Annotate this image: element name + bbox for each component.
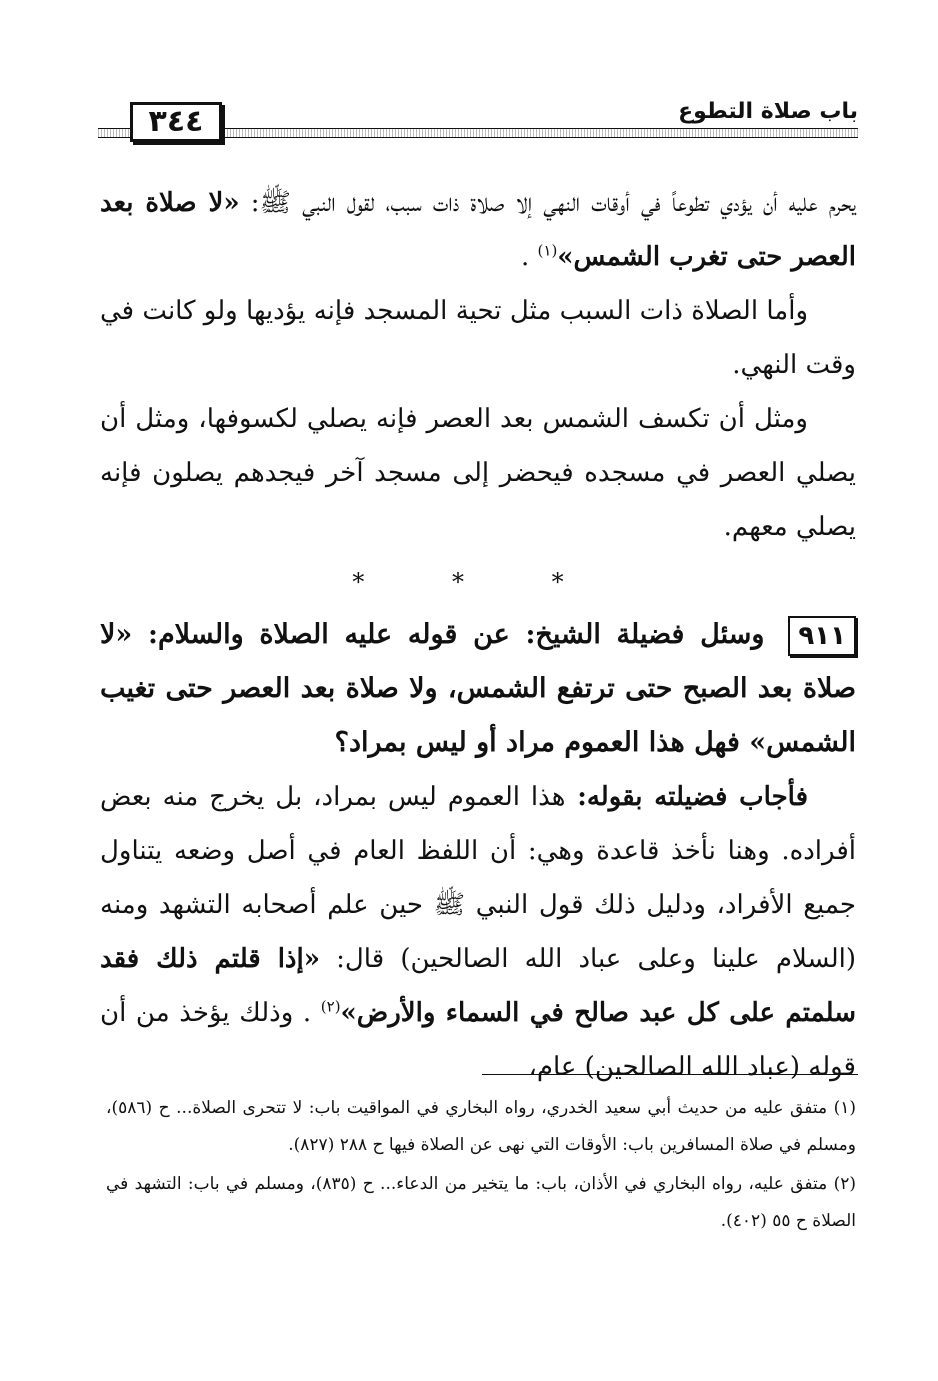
paragraph-1 — [100, 176, 856, 284]
answer-text-end: . وذلك يؤخذ من أن قوله (عباد الله الصالحين) عام، — [100, 998, 856, 1082]
footnotes — [106, 1090, 856, 1242]
answer-text: هذا العموم ليس بمراد، بل يخرج منه بعض أفراده. وهنا نأخذ قاعدة وهي: أن اللفظ العام في أصل وضعه يتناول جميع الأفراد، ودليل ذلك قول النبي ﷺ حين علم أصحابه التشهد ومنه (السلام علينا وعلى عباد الله الصالحين) قال: — [100, 782, 856, 974]
footnote-1: (١) متفق عليه من حديث أبي سعيد الخدري، رواه البخاري في المواقيت باب: لا تتحرى الصلاة... ح (٥٨٦)، ومسلم في صلاة المسافرين باب: الأوقات التي نهى عن الصلاة فيها ح ٢٨٨ (٨٢٧). — [106, 1098, 856, 1155]
footnote-separator — [482, 1074, 858, 1075]
hadith-quote-2: «إذا قلتم ذلك فقد سلمتم على كل عبد صالح في السماء والأرض» — [100, 944, 856, 1028]
answer-lead: فأجاب فضيلته بقوله: — [565, 782, 808, 812]
paragraph-1-text: يحرم عليه أن يؤدي تطوعاً في أوقات النهي إلا صلاة ذات سبب، لقول النبي ﷺ: — [239, 188, 856, 218]
paragraph-1-end: . — [520, 242, 538, 272]
question-number-badge: ٩١١ — [788, 616, 856, 656]
footnote-2: (٢) متفق عليه، رواه البخاري في الأذان، باب: ما يتخير من الدعاء... ح (٨٣٥)، ومسلم في باب: التشهد في الصلاة ح ٥٥ (٤٠٢). — [106, 1174, 856, 1231]
answer-paragraph — [100, 770, 856, 1094]
paragraph-2: وأما الصلاة ذات السبب مثل تحية المسجد فإنه يؤديها ولو كانت في وقت النهي. — [100, 296, 856, 380]
main-text — [100, 176, 856, 1094]
page-number: ٣٤٤ — [130, 102, 222, 142]
section-separator: * * * — [352, 568, 604, 596]
page-header — [98, 98, 858, 146]
question-paragraph — [100, 608, 856, 770]
hadith-quote-1: «لا صلاة بعد العصر حتى تغرب الشمس» — [100, 188, 856, 272]
question-text: وسئل فضيلة الشيخ: عن قوله عليه الصلاة والسلام: «لا صلاة بعد الصبح حتى ترتفع الشمس، ولا صلاة بعد العصر حتى تغيب الشمس» فهل هذا العموم مراد أو ليس بمراد؟ — [100, 619, 856, 758]
footnote-ref-2: (٢) — [320, 997, 341, 1016]
footnote-ref-1: (١) — [537, 241, 558, 260]
paragraph-3: ومثل أن تكسف الشمس بعد العصر فإنه يصلي لكسوفها، ومثل أن يصلي العصر في مسجده فيحضر إلى مسجد آخر فيجدهم يصلون فإنه يصلي معهم. — [100, 404, 856, 542]
chapter-title: باب صلاة التطوع — [668, 98, 858, 126]
